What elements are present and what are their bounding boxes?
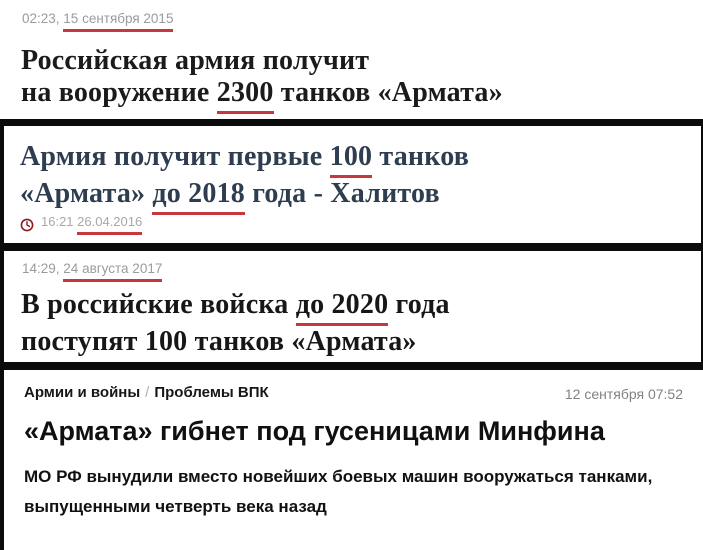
article2-date-underlined: 26.04.2016 xyxy=(77,214,142,235)
article2-headline[interactable] xyxy=(20,141,469,215)
article3-time: 14:29, xyxy=(22,261,64,276)
article1-headline[interactable] xyxy=(21,45,503,114)
article1-timestamp xyxy=(22,11,173,32)
article3-headline-marked-year: до 2020 xyxy=(296,289,389,326)
breadcrumb-section-link[interactable]: Армии и войны xyxy=(24,384,141,401)
article2-headline-line2-post: года - Халитов xyxy=(245,178,440,209)
article1-headline-line2-pre: на вооружение xyxy=(21,77,217,108)
separator-bar-3 xyxy=(0,362,703,370)
article3-headline-line1-pre: В российские войска xyxy=(21,289,296,320)
breadcrumb-subsection-link[interactable]: Проблемы ВПК xyxy=(154,384,269,401)
article3-headline-line1[interactable] xyxy=(21,289,450,326)
article2-timestamp-row xyxy=(20,214,142,235)
breadcrumb-separator: / xyxy=(145,384,150,401)
article2-headline-line1-pre: Армия получит первые xyxy=(20,141,330,172)
article3-headline[interactable] xyxy=(21,289,450,358)
article2-timestamp xyxy=(41,214,142,235)
clock-icon xyxy=(20,218,34,232)
article3-headline-line2[interactable]: поступят 100 танков «Армата» xyxy=(21,326,417,357)
article4-subtitle: МО РФ вынудили вместо новейших боевых машин вооружаться танками, выпущенными четверть века назад xyxy=(24,467,653,516)
article2-headline-marked-year: до 2018 xyxy=(152,178,245,215)
article1-headline-line2[interactable] xyxy=(21,77,503,114)
separator-bar-1 xyxy=(0,119,703,126)
article2-headline-line1[interactable] xyxy=(20,141,469,178)
article3-timestamp xyxy=(22,261,162,282)
article1-time: 02:23, xyxy=(22,11,64,26)
left-frame-edge xyxy=(0,119,4,550)
article3-date-underlined: 24 августа 2017 xyxy=(63,261,162,282)
article2-headline-line2-pre: «Армата» xyxy=(20,178,153,209)
article4-date: 12 сентября 07:52 xyxy=(564,386,683,402)
separator-bar-2 xyxy=(0,243,703,251)
article4-headline: «Армата» гибнет под гусеницами Минфина xyxy=(24,416,605,446)
article1-date-underlined: 15 сентября 2015 xyxy=(63,11,173,32)
article3-headline-line1-post: года xyxy=(388,289,450,320)
article2-time: 16:21 xyxy=(41,214,78,229)
article2-headline-line1-post: танков xyxy=(372,141,470,172)
article1-headline-line1[interactable]: Российская армия получит xyxy=(21,45,370,76)
article1-headline-marked-number: 2300 xyxy=(217,77,274,114)
article1-headline-line2-post: танков «Армата» xyxy=(273,77,503,108)
article2-headline-line2[interactable] xyxy=(20,178,469,215)
article2-headline-marked-number: 100 xyxy=(330,141,373,178)
breadcrumb xyxy=(24,384,269,401)
